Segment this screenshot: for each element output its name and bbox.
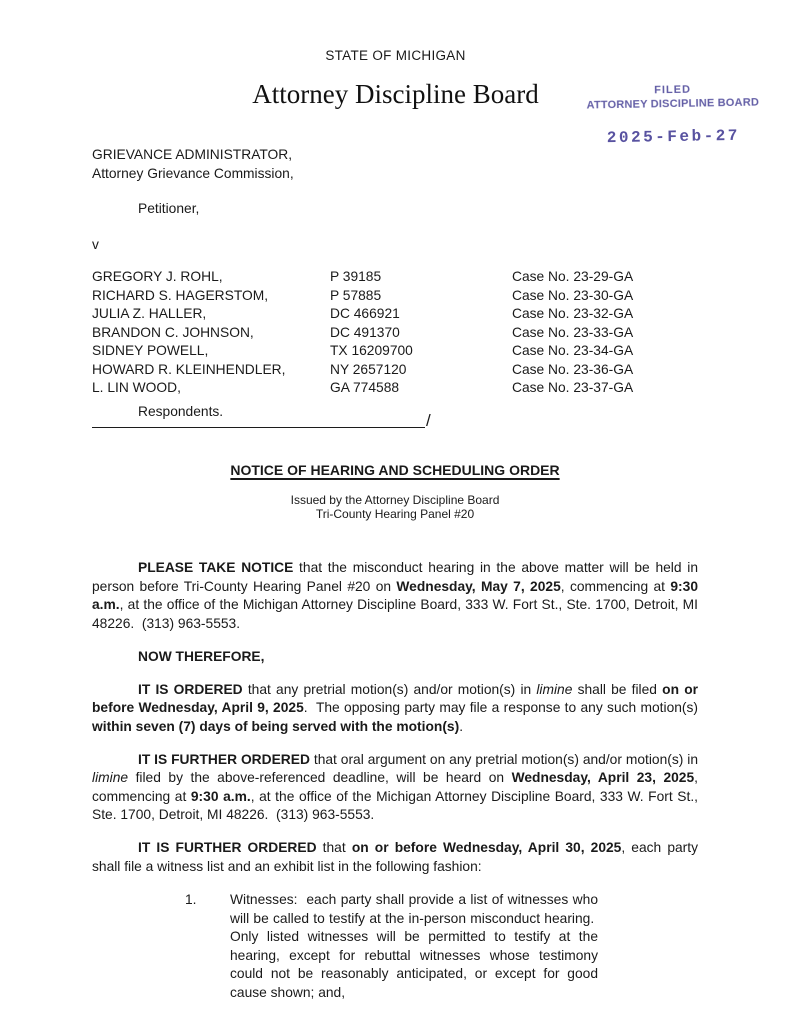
respondent-name: L. LIN WOOD, bbox=[92, 380, 181, 395]
respondents-table bbox=[92, 268, 698, 398]
respondent-case-number: Case No. 23-37-GA bbox=[512, 380, 634, 395]
stamp-filed-label: FILED bbox=[654, 83, 692, 97]
body-content bbox=[92, 559, 698, 1002]
table-row bbox=[92, 324, 698, 343]
filed-stamp bbox=[574, 82, 771, 147]
respondents-label: Respondents. bbox=[138, 403, 224, 419]
respondent-bar-number: DC 466921 bbox=[330, 306, 400, 321]
notice-title-text: NOTICE OF HEARING AND SCHEDULING ORDER bbox=[230, 462, 560, 478]
divider-line bbox=[92, 427, 425, 428]
paragraph: PLEASE TAKE NOTICE that the misconduct hearing in the above matter will be held in person before Tri-County Hearing Panel #20 on Wednesday, May 7, 2025, commencing at 9:30 a.m., at the office of the Michigan Attorney Discipline Board, 333 W. Fort St., Ste. 1700, Detroit, MI 48226. (313) 963-5553. bbox=[92, 560, 699, 631]
respondent-case-number: Case No. 23-30-GA bbox=[512, 287, 634, 303]
numbered-list-item bbox=[185, 891, 698, 1002]
list-text: Witnesses: each party shall provide a list of witnesses who will be called to testify at the in-person misconduct hearing. Only listed witnesses will be permitted to testify at the hearing, except for rebuttal witnesses whose testimony could not be reasonably anticipated, or except for good cause shown; and, bbox=[230, 892, 598, 1000]
respondent-name: RICHARD S. HAGERSTOM, bbox=[92, 287, 269, 303]
respondent-bar-number: P 39185 bbox=[330, 269, 382, 284]
paragraph: NOW THEREFORE, bbox=[138, 648, 265, 664]
table-row bbox=[92, 342, 698, 361]
panel-line: Tri-County Hearing Panel #20 bbox=[315, 506, 475, 521]
state-header: STATE OF MICHIGAN bbox=[325, 48, 466, 63]
table-row bbox=[92, 379, 698, 398]
respondent-name: BRANDON C. JOHNSON, bbox=[92, 324, 254, 340]
paragraph: IT IS ORDERED that any pretrial motion(s) and/or motion(s) in limine shall be filed on or before Wednesday, April 9, 2025. The opposing party may file a response to any such motion(s) within seven (7) days of being served with the motion(s). bbox=[92, 681, 699, 734]
paragraph: IT IS FURTHER ORDERED that on or before Wednesday, April 30, 2025, each party shall file a witness list and an exhibit list in the following fashion: bbox=[92, 840, 698, 874]
petitioner-org: Attorney Grievance Commission, bbox=[92, 165, 294, 181]
notice-title bbox=[92, 462, 698, 479]
respondent-case-number: Case No. 23-32-GA bbox=[512, 306, 634, 321]
respondent-name: GREGORY J. ROHL, bbox=[92, 269, 223, 284]
respondent-bar-number: NY 2657120 bbox=[330, 361, 407, 377]
respondent-name: JULIA Z. HALLER, bbox=[92, 306, 207, 321]
document-content bbox=[92, 146, 698, 1002]
stamp-board-label: ATTORNEY DISCIPLINE BOARD bbox=[586, 96, 760, 112]
issued-block bbox=[92, 494, 698, 521]
table-row bbox=[92, 361, 698, 380]
respondent-name: HOWARD R. KLEINHENDLER, bbox=[92, 361, 286, 377]
respondent-case-number: Case No. 23-29-GA bbox=[512, 269, 634, 284]
table-row bbox=[92, 305, 698, 324]
table-row bbox=[92, 287, 698, 306]
board-title: Attorney Discipline Board bbox=[252, 79, 539, 109]
issued-by-line: Issued by the Attorney Discipline Board bbox=[290, 493, 500, 507]
list-number: 1. bbox=[185, 892, 197, 907]
petitioner-role: Petitioner, bbox=[138, 201, 200, 216]
respondent-case-number: Case No. 23-36-GA bbox=[512, 361, 634, 377]
divider-slash: / bbox=[426, 411, 431, 430]
case-caption bbox=[92, 146, 698, 428]
table-row bbox=[92, 268, 698, 287]
petitioner-name: GRIEVANCE ADMINISTRATOR, bbox=[92, 147, 293, 162]
respondent-case-number: Case No. 23-34-GA bbox=[512, 343, 634, 358]
versus-label: v bbox=[92, 236, 99, 252]
respondent-name: SIDNEY POWELL, bbox=[92, 343, 209, 358]
respondent-bar-number: P 57885 bbox=[330, 287, 382, 303]
stamp-date: 2025-Feb-27 bbox=[606, 126, 741, 148]
respondent-bar-number: TX 16209700 bbox=[330, 343, 413, 358]
paragraph: IT IS FURTHER ORDERED that oral argument on any pretrial motion(s) and/or motion(s) in limine filed by the above-referenced deadline, will be heard on Wednesday, April 23, 2025, commencing at 9:30 a.m., at the office of the Michigan Attorney Discipline Board, 333 W. Fort St., Ste. 1700, Detroit, MI 48226. (313) 963-5553. bbox=[92, 751, 699, 822]
respondent-case-number: Case No. 23-33-GA bbox=[512, 324, 634, 340]
respondent-bar-number: DC 491370 bbox=[330, 324, 400, 340]
respondent-bar-number: GA 774588 bbox=[330, 380, 400, 395]
